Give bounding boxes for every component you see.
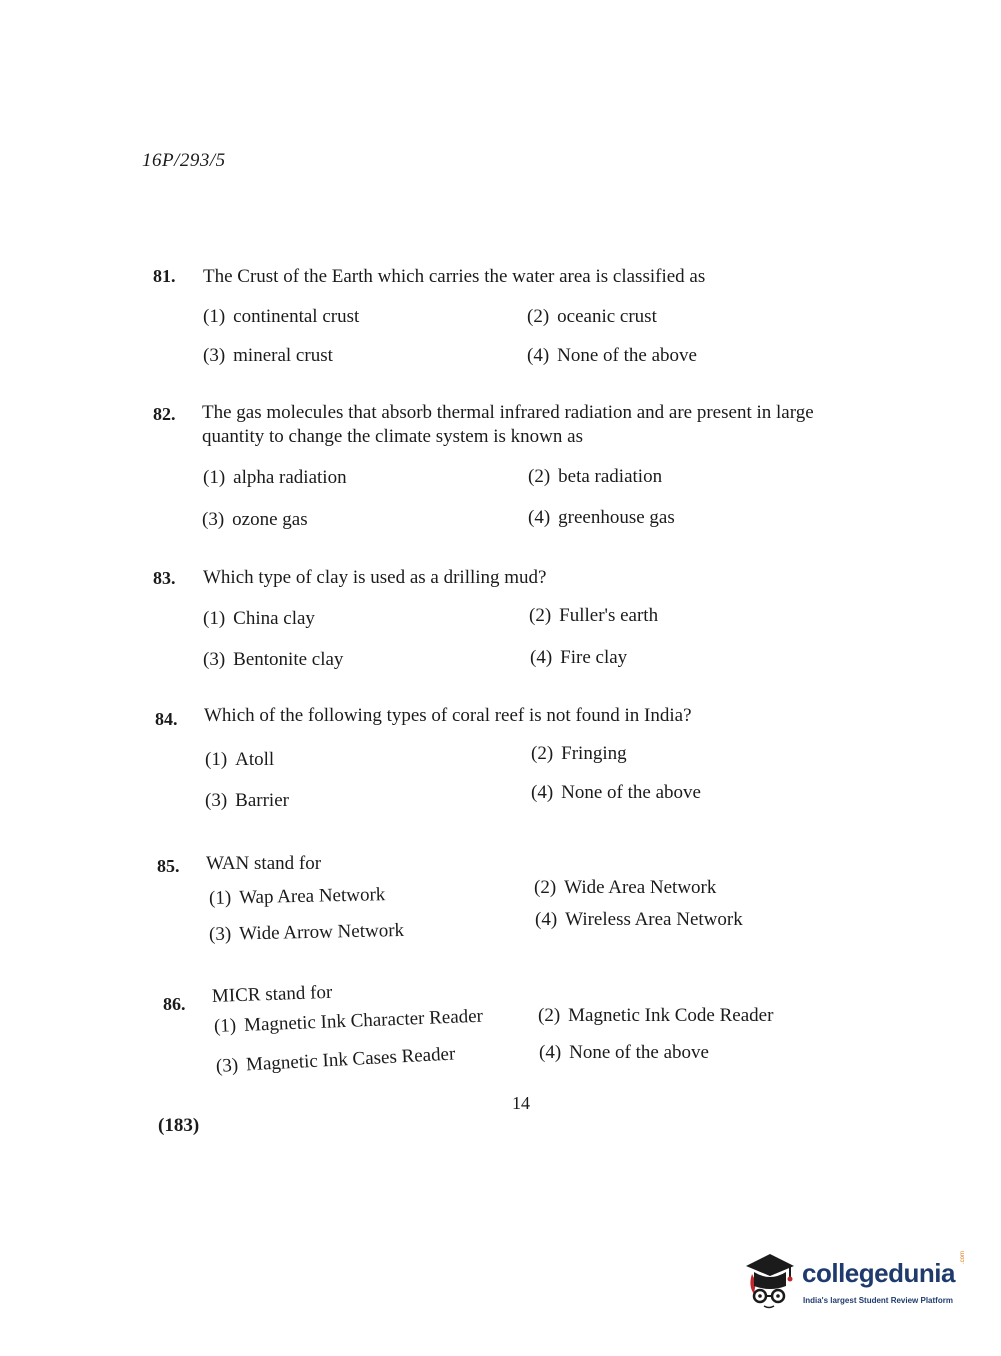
option-text: alpha radiation [233,467,347,488]
option-number: (2) [527,306,550,327]
option-text: Fringing [561,743,627,764]
option-3 [205,790,289,812]
option-text: None of the above [561,782,701,803]
option-number: (4) [531,782,554,803]
option-1 [209,884,386,910]
question-text: Which of the following types of coral reef is not found in India? [204,705,692,726]
option-text: Wide Area Network [564,877,717,898]
logo-name: collegedunia [802,1258,955,1288]
option-number: (3) [203,345,226,366]
option-number: (3) [205,790,228,811]
option-text: Fire clay [560,647,628,668]
question-text: The gas molecules that absorb thermal infrared radiation and are present in large quantity to change the climate system is known as [202,402,814,447]
option-number: (1) [203,306,226,327]
collegedunia-logo [742,1252,972,1318]
option-number: (4) [530,647,553,668]
option-text: greenhouse gas [558,507,675,528]
option-text: mineral crust [233,345,333,366]
option-text: Atoll [235,749,275,770]
question-text: Which type of clay is used as a drilling mud? [203,567,547,588]
logo-tagline: India's largest Student Review Platform [803,1296,953,1305]
option-text: beta radiation [558,466,663,487]
option-3 [215,1043,455,1078]
page-code: 16P/293/5 [142,150,226,171]
option-1 [203,306,359,328]
option-number: (2) [538,1005,561,1026]
option-text: oceanic crust [557,306,657,327]
question-number: 83. [153,568,176,588]
option-text: Fuller's earth [559,605,659,626]
option-2 [538,1005,773,1027]
set-code: (183) [158,1115,200,1136]
option-text: Magnetic Ink Code Reader [568,1005,774,1026]
option-text: None of the above [569,1042,709,1063]
option-1 [203,608,315,630]
option-number: (1) [213,1015,237,1037]
option-text: Wireless Area Network [565,909,743,930]
option-number: (2) [531,743,554,764]
option-text: China clay [233,608,315,629]
student-mascot-icon [742,1252,798,1312]
option-number: (1) [203,608,226,629]
question-number: 81. [153,266,176,286]
option-text: Magnetic Ink Cases Reader [245,1043,456,1076]
page-number: 14 [512,1093,530,1113]
option-text: Barrier [235,790,289,811]
option-text: None of the above [557,345,697,366]
option-2 [531,743,627,765]
option-number: (1) [205,749,228,770]
option-number: (4) [527,345,550,366]
option-3 [203,345,333,367]
option-text: continental crust [233,306,360,327]
option-1 [203,467,347,489]
question-text: WAN stand for [206,853,322,874]
option-number: (2) [534,877,557,898]
option-number: (1) [208,887,232,909]
option-number: (4) [528,507,551,528]
option-text: Wide Arrow Network [238,919,405,945]
option-number: (3) [215,1054,239,1077]
option-3 [202,509,308,531]
option-text: Bentonite clay [233,649,344,670]
option-2 [527,306,657,328]
option-number: (4) [535,909,558,930]
question-number: 84. [155,709,178,729]
option-3 [209,920,404,946]
question-number: 82. [153,404,176,424]
question-text: The Crust of the Earth which carries the water area is classified as [203,266,706,287]
option-4 [535,909,743,931]
option-4 [531,782,701,804]
question-text: MICR stand for [211,981,333,1007]
option-number: (2) [529,605,552,626]
option-2 [534,877,716,899]
question-number: 85. [157,856,180,876]
option-2 [528,466,662,488]
option-3 [203,649,343,671]
logo-domain-suffix: .com [960,1250,966,1264]
option-number: (2) [528,466,551,487]
option-1 [214,1006,484,1038]
option-4 [527,345,697,367]
option-4 [539,1042,709,1064]
option-text: ozone gas [232,509,308,530]
option-text: Wap Area Network [238,884,386,909]
option-2 [529,605,658,627]
option-4 [528,507,675,529]
option-text: Magnetic Ink Character Reader [243,1005,484,1036]
option-number: (4) [539,1042,562,1063]
option-1 [205,749,274,771]
question-number: 86. [163,994,186,1014]
option-number: (3) [203,649,226,670]
option-number: (1) [203,467,226,488]
option-number: (3) [202,509,225,530]
option-number: (3) [208,923,232,946]
option-4 [530,647,627,669]
